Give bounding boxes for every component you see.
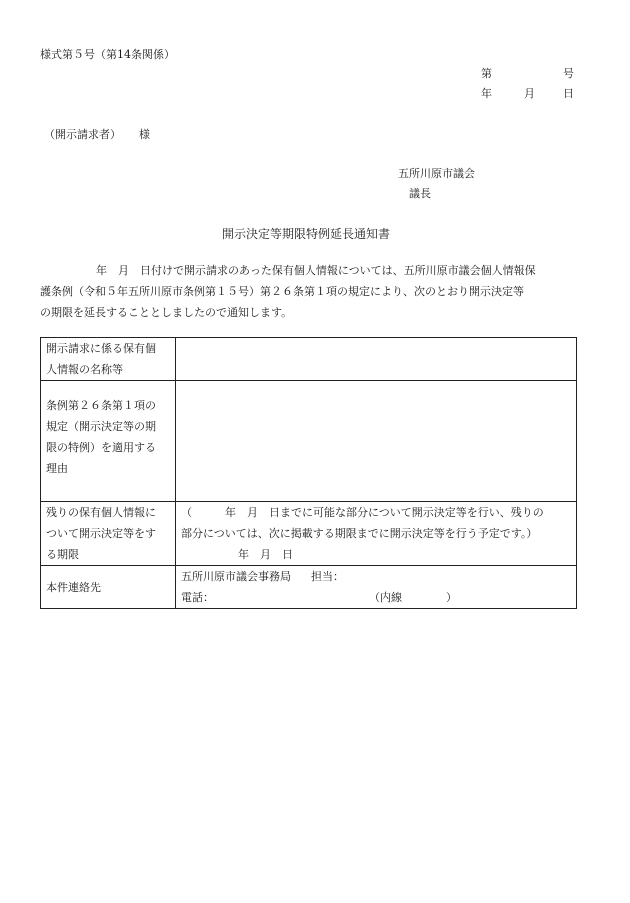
doc-number-suffix: 号: [563, 67, 574, 80]
info-name-label-line: 開示請求に係る保有個: [46, 342, 156, 355]
contact-label-text: 本件連絡先: [46, 580, 101, 594]
table-row-contact: [41, 566, 577, 609]
deadline-value[interactable]: [176, 502, 577, 566]
date-year: 年: [481, 87, 492, 100]
reason-label-line: 規定（開示決定等の期: [46, 420, 156, 433]
date-month: 月: [524, 87, 535, 100]
body-paragraph: [40, 260, 588, 323]
contact-org: 五所川原市議会事務局: [181, 570, 291, 583]
addressee-honorific: 様: [139, 128, 150, 141]
contact-extension: （内線 ）: [369, 591, 457, 604]
info-name-label-line: 人情報の名称等: [46, 363, 123, 376]
deadline-label-line: る期限: [46, 548, 79, 561]
reason-label-line: 条例第２６条第１項の: [46, 399, 156, 412]
form-label: 様式第５号（第14条関係）: [40, 48, 175, 61]
table-row-reason: [41, 381, 577, 502]
table-row-deadline: [41, 502, 577, 566]
deadline-label-line: 残りの保有個人情報に: [46, 506, 156, 519]
contact-person: 担当：: [311, 570, 344, 583]
deadline-label-line: ついて開示決定等をす: [46, 527, 156, 540]
body-line-2: 護条例（令和５年五所川原市条例第１５号）第２６条第１項の規定により、次のとおり開示決定等: [40, 285, 524, 298]
deadline-value-line: （ 年 月 日までに可能な部分について開示決定等を行い、残りの: [181, 506, 544, 519]
deadline-value-line: 部分については、次に掲載する期限までに開示決定等を行う予定です。）: [181, 527, 538, 540]
addressee-label: （開示請求者）: [44, 128, 121, 141]
reason-label-line: 限の特例）を適用する: [46, 441, 156, 454]
document-title: 開示決定等期限特例延長通知書: [222, 227, 391, 241]
contact-line-org: [181, 566, 571, 587]
deadline-label: [41, 502, 176, 566]
info-name-value[interactable]: [176, 338, 577, 381]
contact-phone: 電話：: [181, 591, 214, 604]
sender-title: 議長: [409, 187, 431, 200]
body-line-1: 年 月 日付けで開示請求のあった保有個人情報については、五所川原市議会個人情報保: [96, 264, 536, 277]
reason-label: [41, 381, 176, 502]
body-line-3: の期限を延長することとしましたので通知します。: [40, 306, 293, 319]
contact-value[interactable]: [176, 566, 577, 609]
deadline-date: 年 月 日: [238, 548, 293, 561]
notice-table: [40, 337, 577, 609]
contact-line-phone: [181, 587, 571, 608]
sender-organization: 五所川原市議会: [398, 167, 475, 180]
info-name-label: [41, 338, 176, 381]
contact-label: [41, 566, 176, 609]
doc-number-prefix: 第: [481, 67, 492, 80]
table-row-info-name: [41, 338, 577, 381]
date-day: 日: [563, 87, 574, 100]
reason-label-line: 理由: [46, 462, 68, 475]
reason-value[interactable]: [176, 381, 577, 502]
